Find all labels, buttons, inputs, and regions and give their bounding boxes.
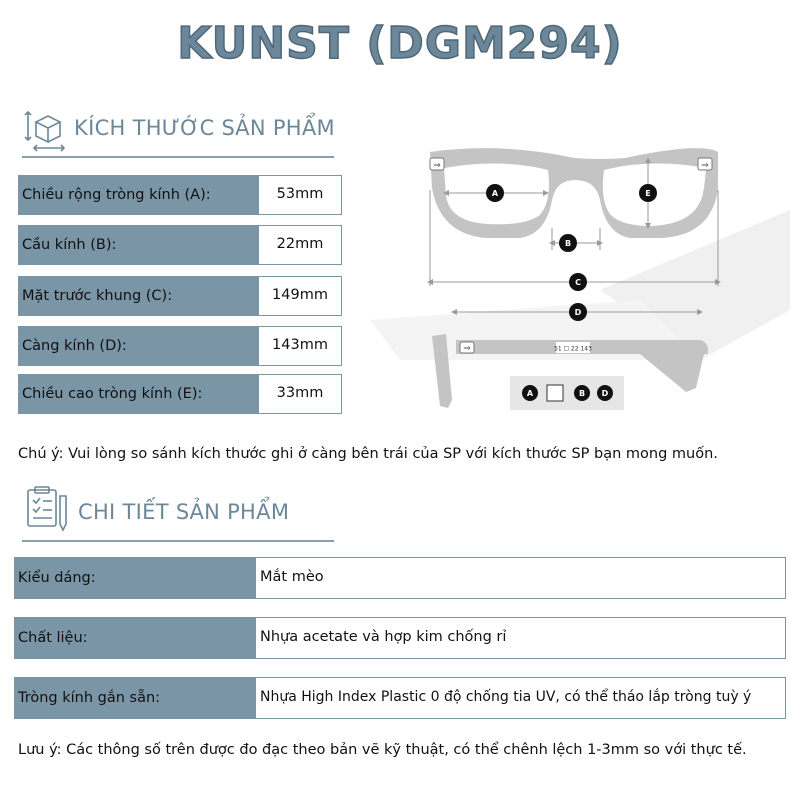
box-dimensions-icon [22,104,70,152]
detail-label: Kiểu dáng: [14,557,255,599]
legend-d: D [601,389,609,398]
details-heading-label: CHI TIẾT SẢN PHẨM [78,500,290,524]
dimension-row-b [18,225,342,265]
dimension-row-a [18,175,342,215]
detail-label: Chất liệu: [14,617,255,659]
legend-b: B [578,389,586,398]
detail-value: Nhựa High Index Plastic 0 độ chống tia UV, có thể tháo lắp tròng tuỳ ý [255,677,786,719]
dimension-value: 53mm [258,175,342,215]
legend-square [547,385,563,401]
svg-text:⇒: ⇒ [433,161,441,171]
temple-size-print: 51 ☐ 22 143 [554,345,592,353]
dimension-value: 22mm [258,225,342,265]
marker-b: B [564,239,572,248]
detail-row-material [14,617,786,659]
dimension-row-e [18,374,342,414]
svg-text:⇒: ⇒ [463,344,471,354]
page-title: KUNST (DGM294) [177,18,623,69]
dimension-label: Cầu kính (B): [18,225,258,265]
dimensions-divider [22,156,334,158]
detail-row-lens [14,677,786,719]
glasses-diagram [360,130,800,430]
marker-a: A [491,189,499,198]
detail-label: Tròng kính gắn sẵn: [14,677,255,719]
svg-text:⇒: ⇒ [701,161,709,171]
dimension-row-d [18,326,342,366]
dimensions-heading-label: KÍCH THƯỚC SẢN PHẨM [74,116,335,140]
marker-d: D [574,308,582,317]
detail-value: Mắt mèo [255,557,786,599]
marker-c: C [575,278,581,287]
dimension-label: Mặt trước khung (C): [18,276,258,316]
dimension-label: Càng kính (D): [18,326,258,366]
legend-a: A [526,389,534,398]
marker-e: E [645,189,651,198]
dimension-label: Chiều cao tròng kính (E): [18,374,258,414]
details-divider [22,540,334,542]
detail-value: Nhựa acetate và hợp kim chống rỉ [255,617,786,659]
clipboard-pencil-icon [22,484,70,532]
measurement-note: Lưu ý: Các thông số trên được đo đạc theo bản vẽ kỹ thuật, có thể chênh lệch 1-3mm so với thực tế. [18,742,747,758]
dimension-label: Chiều rộng tròng kính (A): [18,175,258,215]
dimension-value: 149mm [258,276,342,316]
dimensions-note: Chú ý: Vui lòng so sánh kích thước ghi ở càng bên trái của SP với kích thước SP bạn mong muốn. [18,446,718,462]
dimension-value: 143mm [258,326,342,366]
detail-row-style [14,557,786,599]
dimension-value: 33mm [258,374,342,414]
dimension-row-c [18,276,342,316]
